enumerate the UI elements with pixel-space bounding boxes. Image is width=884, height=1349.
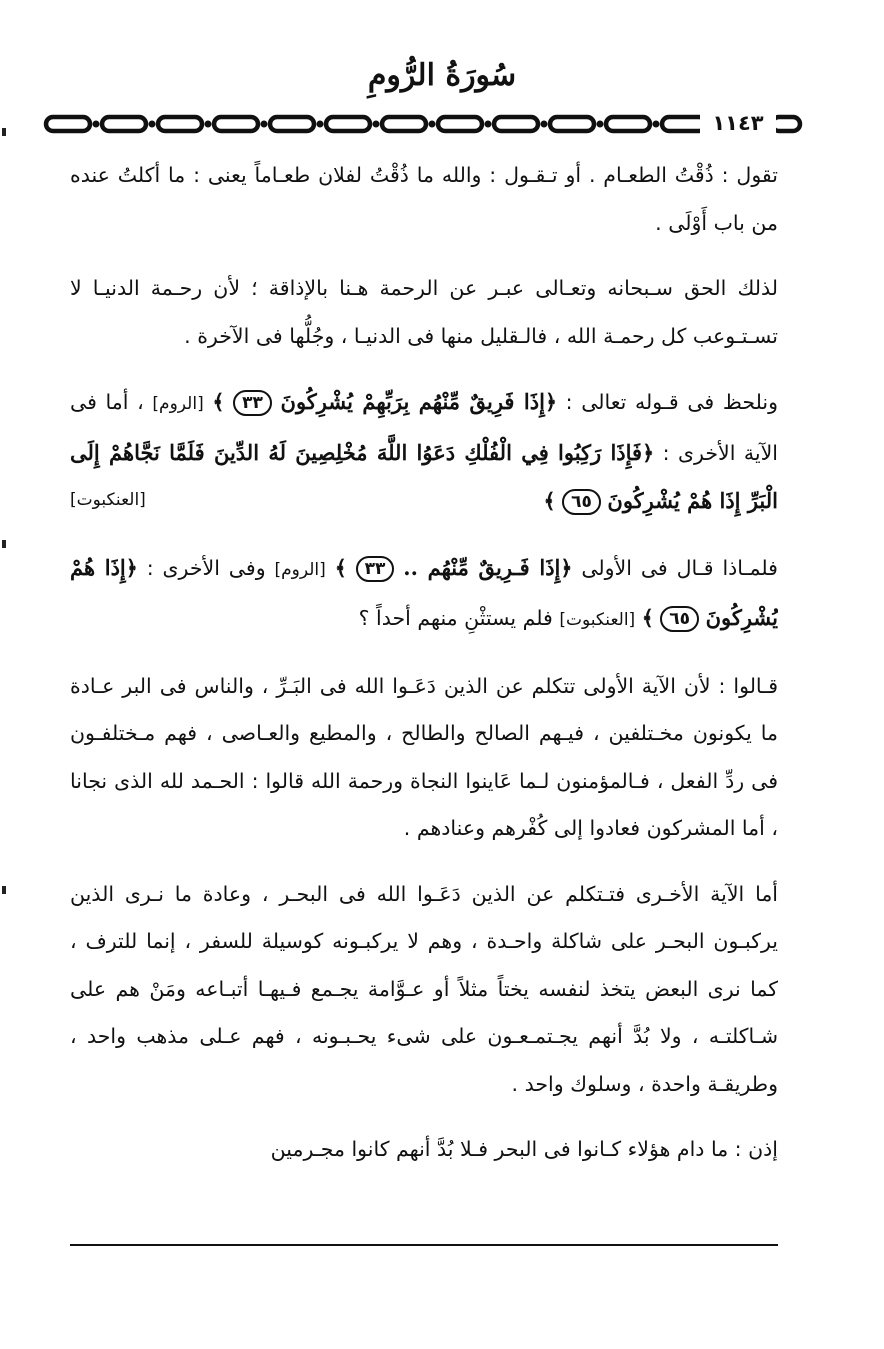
page-number: ١١٤٣ bbox=[700, 109, 776, 137]
verse-close-bracket: ﴾ bbox=[334, 555, 347, 580]
paragraph-3-intro: ونلحظ فى قـوله تعالى : bbox=[565, 390, 778, 414]
quran-verse-1: إِذَا فَرِيقٌ مِّنْهُم بِرَبِّهِمْ يُشْرِكُونَ bbox=[280, 389, 545, 414]
paragraph-7: إذن : ما دام هؤلاء كـانوا فى البحر فـلا بُدَّ أنهم كانوا مجـرمين bbox=[270, 1137, 778, 1161]
margin-mark bbox=[2, 886, 6, 894]
footer-rule bbox=[70, 1244, 778, 1246]
surah-reference: [العنكبوت] bbox=[70, 490, 146, 510]
paragraph-4 bbox=[70, 544, 778, 645]
quran-verse-4: إِذَا هُمْ يُشْرِكُونَ bbox=[70, 554, 778, 630]
ayah-number-badge: ٣٣ bbox=[233, 390, 272, 416]
paragraph-5: قـالوا : لأن الآية الأولى تتكلم عن الذين دَعَـوا الله فى البَـرِّ ، والناس فى البر عـادة ما يكونون مخـتلفين ، فيـهم الصالح والطالح ، والمطيع والعـاصى ، فهم مـختلفـون فى ردِّ الفعل ، فـالمؤمنون لـما عَاينوا النجاة ورحمة الله قالوا : الحـمد لله الذى نجانا ، أما المشركون فعادوا إلى كُفْرهم وعنادهم . bbox=[70, 673, 778, 840]
paragraph-2: لذلك الحق سـبحانه وتعـالى عبـر عن الرحمة هـنا بالإذاقة ؛ لأن رحـمة الدنيـا لا تسـتـوعب كل رحمـة الله ، فالـقليل منها فى الدنيـا ، وجُلُّها فى الآخرة . bbox=[70, 276, 778, 348]
paragraph-3-middle: ، أما فى الآية الأخرى : bbox=[70, 390, 778, 465]
paragraph-4-intro: فلمـاذا قـال فى الأولى bbox=[581, 555, 778, 580]
ornamental-border bbox=[42, 113, 804, 135]
paragraph-4-middle: وفى الأخرى : bbox=[146, 555, 266, 580]
page-header bbox=[0, 0, 884, 145]
ayah-number-badge: ٦٥ bbox=[660, 606, 699, 632]
verse-open-bracket: ﴿ bbox=[642, 440, 655, 465]
surah-reference: [العنكبوت] bbox=[559, 610, 636, 630]
surah-reference: [الروم] bbox=[274, 559, 326, 580]
verse-close-bracket: ﴾ bbox=[212, 390, 225, 414]
page-body bbox=[70, 152, 778, 1212]
ayah-number-badge: ٣٣ bbox=[356, 556, 395, 582]
surah-reference: [الروم] bbox=[152, 394, 204, 414]
paragraph-3 bbox=[70, 378, 778, 526]
margin-mark bbox=[2, 540, 6, 548]
paragraph-1: تقول : ذُقْتُ الطعـام . أو تـقـول : والله ما ذُقْتُ لفلان طعـاماً يعنى : ما أكلتُ عنده من باب أَوْلَى . bbox=[70, 163, 778, 235]
verse-close-bracket: ﴾ bbox=[543, 489, 556, 513]
surah-title: سُورَةُ الرُّومِ bbox=[367, 58, 517, 93]
quran-verse-3: إِذَا فَـرِيقٌ مِّنْهُم .. bbox=[403, 554, 561, 580]
verse-close-bracket: ﴾ bbox=[641, 606, 654, 630]
paragraph-4-end: فلم يستثْنِ منهم أحداً ؟ bbox=[358, 606, 553, 630]
quran-verse-2: فَإِذَا رَكِبُوا فِي الْفُلْكِ دَعَوُا اللَّهَ مُخْلِصِينَ لَهُ الدِّينَ فَلَمَّا نَجَّاهُمْ إِلَى الْبَرِّ إِذَا هُمْ يُشْرِكُونَ bbox=[70, 439, 778, 513]
paragraph-6: أما الآية الأخـرى فتـتكلم عن الذين دَعَـوا الله فى البحـر ، وعادة ما نـرى الذين يركبـون البحـر على شاكلة واحـدة ، وهم لا يركبـونه كوسيلة للسفر ، إنما للترف ، كما نرى البعض يتخذ لنفسه يختاً مثلاً أو عـوَّامة يجـمع فـيهـا أتبـاعه ومَنْ هم على شـاكلتـه ، ولا بُدَّ أنهم يجـتمـعـون على شىء يحـبـونه ، فهم عـلى مذهب واحد ، وطريقـة واحدة ، وسلوك واحد . bbox=[70, 881, 778, 1096]
verse-open-bracket: ﴿ bbox=[560, 555, 573, 580]
margin-mark bbox=[2, 128, 6, 136]
verse-open-bracket: ﴿ bbox=[544, 390, 557, 414]
ayah-number-badge: ٦٥ bbox=[562, 489, 601, 515]
verse-open-bracket: ﴿ bbox=[125, 555, 138, 580]
